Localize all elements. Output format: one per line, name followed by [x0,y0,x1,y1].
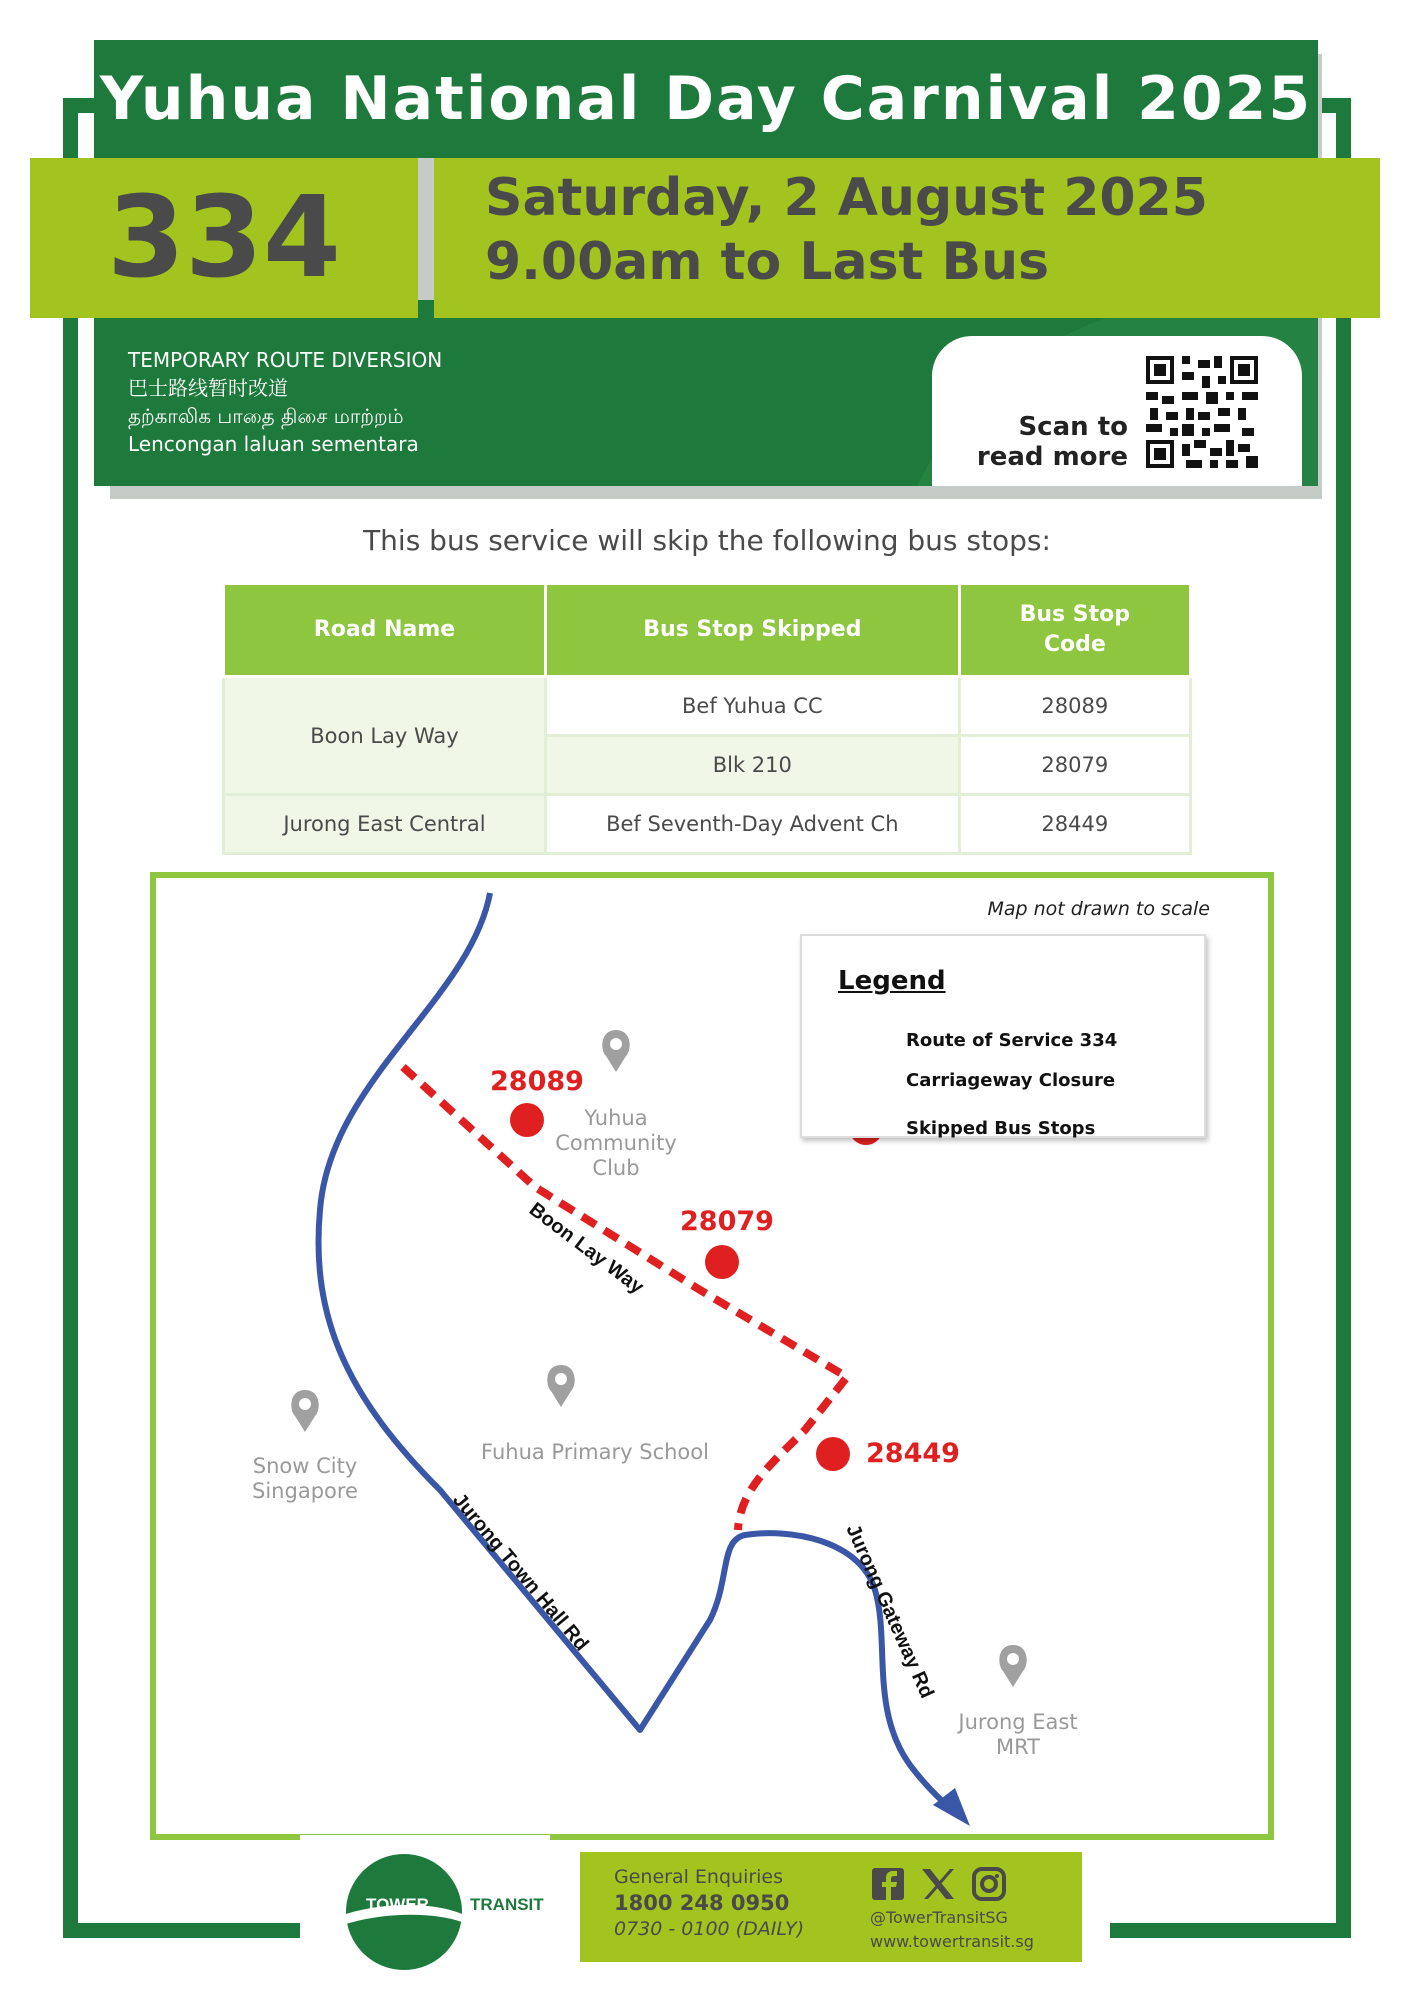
pin-icon [547,1365,574,1407]
pin-icon [999,1645,1026,1687]
road-label-jurong-gateway: Jurong Gateway Rd [841,1521,938,1702]
intro-text: This bus service will skip the following bus stops: [363,524,1051,557]
code-cell: 28089 [959,677,1190,736]
road-label-boon-lay-way: Boon Lay Way [524,1198,648,1299]
pin-icon [602,1030,629,1072]
social-handle[interactable]: @TowerTransitSG [870,1908,1008,1927]
tower-transit-logo[interactable] [344,1852,556,1972]
website-link[interactable]: www.towertransit.sg [870,1932,1034,1951]
legend-title: Legend [838,966,946,996]
diversion-malay: Lencongan laluan sementara [128,432,419,456]
enquiries-phone[interactable]: 1800 248 0950 [614,1891,790,1915]
header-bus-stop-skipped: Bus Stop Skipped [545,584,959,677]
header-code-line-2: Code [1043,632,1106,657]
place-snow-line-2: Singapore [252,1479,358,1503]
place-yuhua-line-3: Club [592,1156,640,1180]
event-date: Saturday, 2 August 2025 [485,168,1208,228]
diversion-tamil: தற்காலிக பாதை திசை மாற்றம் [128,404,404,428]
map-scale-note: Map not drawn to scale [987,898,1210,920]
logo-word-tower: TOWER [366,1895,429,1914]
scan-line-1: Scan to [1018,412,1128,442]
place-jurong-east-mrt [943,1710,1093,1760]
legend-skipped-label: Skipped Bus Stops [906,1118,1096,1139]
header-road-name: Road Name [224,584,546,677]
stop-marker-28079[interactable] [705,1245,739,1279]
stop-label-28449: 28449 [866,1438,960,1469]
enquiries-label: General Enquiries [614,1866,784,1888]
header-code-line-1: Bus Stop [1019,602,1131,627]
stop-cell: Bef Yuhua CC [545,677,959,736]
stop-cell: Blk 210 [545,736,959,795]
place-snow-city [230,1454,380,1504]
page-title: Yuhua National Day Carnival 2025 [99,64,1313,134]
place-jem-line-2: MRT [995,1735,1040,1759]
place-yuhua-cc [536,1106,696,1181]
stop-marker-28449[interactable] [816,1437,850,1471]
place-yuhua-line-1: Yuhua [584,1106,648,1130]
place-jem-line-1: Jurong East [958,1710,1078,1734]
route-number: 334 [107,173,341,303]
road-cell: Jurong East Central [224,795,546,854]
stop-cell: Bef Seventh-Day Advent Ch [545,795,959,854]
logo-word-transit: TRANSIT [470,1895,544,1914]
code-cell: 28449 [959,795,1190,854]
pin-icon [291,1390,318,1432]
place-snow-line-1: Snow City [252,1454,358,1478]
instagram-icon[interactable] [974,1869,1004,1899]
diversion-chinese: 巴士路线暂时改道 [128,376,288,400]
legend-route-label: Route of Service 334 [906,1030,1118,1051]
scan-line-2: read more [976,442,1128,472]
stop-label-28079: 28079 [680,1206,774,1237]
facebook-icon[interactable] [872,1868,904,1900]
road-cell: Boon Lay Way [224,677,546,795]
social-icons [870,1866,1020,1902]
place-yuhua-line-2: Community [555,1131,677,1155]
place-fuhua-primary: Fuhua Primary School [481,1440,709,1464]
stop-label-28089: 28089 [490,1066,584,1097]
x-twitter-icon[interactable] [922,1869,954,1899]
code-cell: 28079 [959,736,1190,795]
legend-closure-label: Carriageway Closure [906,1070,1116,1091]
road-label-jurong-town-hall: Jurong Town Hall Rd [448,1489,593,1656]
enquiries-hours: 0730 - 0100 (DAILY) [614,1918,805,1940]
event-time: 9.00am to Last Bus [485,232,1050,292]
diversion-english: TEMPORARY ROUTE DIVERSION [128,348,443,372]
